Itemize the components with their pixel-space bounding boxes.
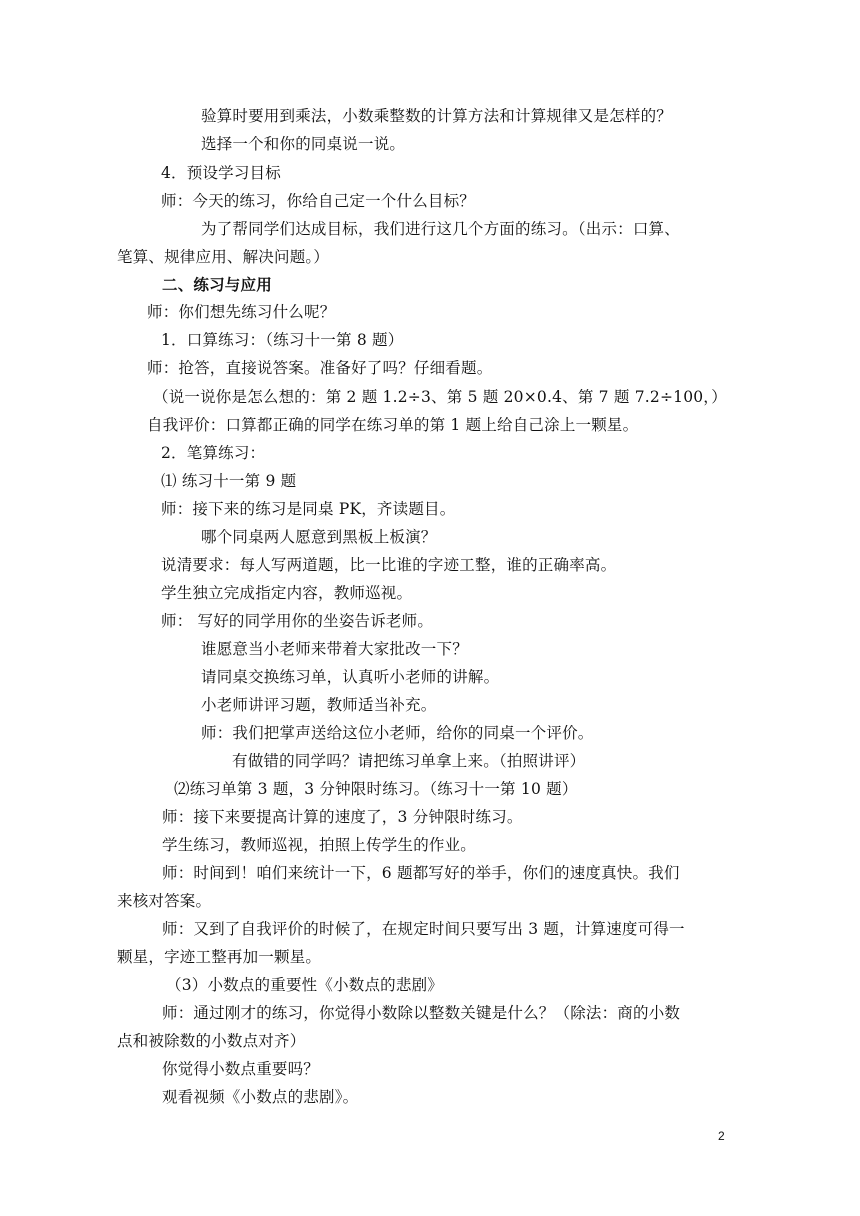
text-line: 来核对答案。 bbox=[117, 892, 212, 910]
section-heading: 2．笔算练习： bbox=[161, 444, 266, 462]
text-line: （说一说你是怎么想的：第 2 题 1.2÷3、第 5 题 20×0.4、第 7 题 7.2÷100，） bbox=[153, 388, 727, 406]
text-line: 为了帮同学们达成目标，我们进行这几个方面的练习。（出示：口算、 bbox=[201, 220, 680, 238]
text-line: 师：抢答，直接说答案。准备好了吗？仔细看题。 bbox=[147, 359, 493, 377]
text-line: 师：又到了自我评价的时候了，在规定时间只要写出 3 题，计算速度可得一 bbox=[162, 920, 685, 938]
section-title: 二、练习与应用 bbox=[162, 275, 272, 294]
text-line: 点和被除数的小数点对齐） bbox=[117, 1032, 306, 1050]
text-line: 师：我们把掌声送给这位小老师，给你的同桌一个评价。 bbox=[201, 724, 594, 742]
page-number: 2 bbox=[718, 1129, 725, 1143]
text-line: 有做错的同学吗？请把练习单拿上来。（拍照讲评） bbox=[232, 752, 586, 770]
text-line: 说清要求：每人写两道题，比一比谁的字迹工整，谁的正确率高。 bbox=[161, 556, 617, 574]
text-line: 哪个同桌两人愿意到黑板上板演？ bbox=[201, 528, 437, 546]
text-line: 选择一个和你的同桌说一说。 bbox=[201, 135, 406, 153]
text-line: 师：通过刚才的练习，你觉得小数除以整数关键是什么？（除法：商的小数 bbox=[162, 1004, 681, 1022]
text-line: 师：时间到！咱们来统计一下，6 题都写好的举手，你们的速度真快。我们 bbox=[162, 864, 680, 882]
text-line: 学生独立完成指定内容，教师巡视。 bbox=[161, 584, 413, 602]
text-line: 师：接下来要提高计算的速度了，3 分钟限时练习。 bbox=[162, 808, 523, 826]
text-line: 学生练习，教师巡视，拍照上传学生的作业。 bbox=[162, 836, 477, 854]
text-line: 小老师讲评习题，教师适当补充。 bbox=[201, 696, 437, 714]
section-heading: 1．口算练习：（练习十一第 8 题） bbox=[161, 331, 404, 349]
text-line: 笔算、规律应用、解决问题。） bbox=[117, 248, 330, 266]
text-line: 请同桌交换练习单，认真听小老师的讲解。 bbox=[201, 668, 500, 686]
text-line: 师：接下来的练习是同桌 PK，齐读题目。 bbox=[161, 500, 456, 518]
text-line: 颗星，字迹工整再加一颗星。 bbox=[117, 948, 322, 966]
text-line: 谁愿意当小老师来带着大家批改一下？ bbox=[201, 640, 468, 658]
subsection-heading: ⑵练习单第 3 题，3 分钟限时练习。（练习十一第 10 题） bbox=[174, 780, 578, 798]
text-line: 师：你们想先练习什么呢？ bbox=[147, 303, 336, 321]
text-line: 观看视频《小数点的悲剧》。 bbox=[162, 1088, 359, 1106]
subsection-heading: （3）小数点的重要性《小数点的悲剧》 bbox=[166, 976, 443, 994]
text-line: 师： 写好的同学用你的坐姿告诉老师。 bbox=[161, 612, 434, 630]
subsection-heading: ⑴ 练习十一第 9 题 bbox=[161, 472, 297, 490]
text-line: 自我评价：口算都正确的同学在练习单的第 1 题上给自己涂上一颗星。 bbox=[147, 416, 639, 434]
text-line: 师：今天的练习，你给自己定一个什么目标？ bbox=[161, 192, 476, 210]
section-heading: 4．预设学习目标 bbox=[161, 164, 281, 182]
text-line: 你觉得小数点重要吗？ bbox=[162, 1060, 320, 1078]
text-line: 验算时要用到乘法，小数乘整数的计算方法和计算规律又是怎样的？ bbox=[201, 107, 673, 125]
